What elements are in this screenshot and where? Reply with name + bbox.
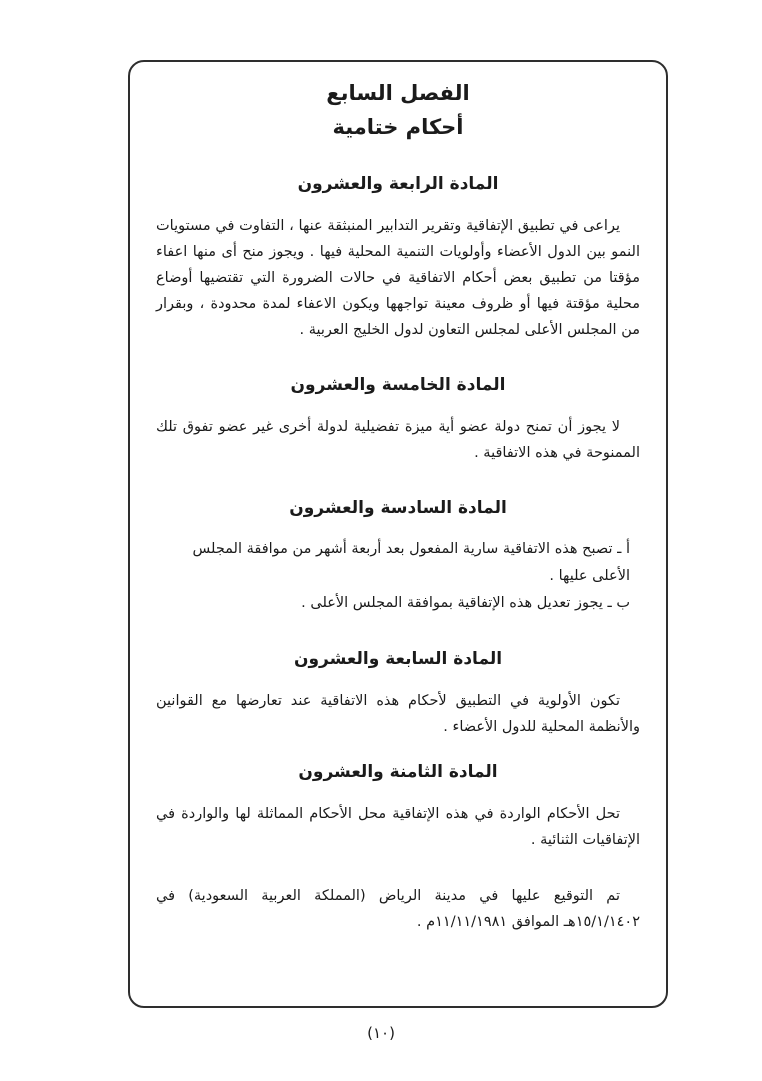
article-25-heading: المادة الخامسة والعشرون — [290, 375, 506, 395]
article-26-item-b: ب ـ يجوز تعديل هذه الإتفاقية بموافقة المجلس الأعلى . — [301, 595, 630, 611]
article-24-body: يراعى في تطبيق الإتفاقية وتقرير التدابير المنبثقة عنها ، التفاوت في مستويات النمو بين الدول الأعضاء وأولويات التنمية المحلية فيها . ويجوز منح أى منها اعفاء مؤقتا من تطبيق بعض أحكام الاتفاقية في حالات الضرورة التي تقتضيها أوضاع محلية مؤقتة فيها أو ظروف معينة تواجهها ويكون الاعفاء لمدة محدودة ، وبقرار من المجلس الأعلى لمجلس التعاون لدول الخليج العربية . — [156, 218, 640, 338]
page-border-frame — [128, 60, 668, 1008]
article-26-heading: المادة السادسة والعشرون — [289, 498, 507, 518]
signature-paragraph: تم التوقيع عليها في مدينة الرياض (المملكة العربية السعودية) في ١٥/١/١٤٠٢هـ الموافق ١١/١١/١٩٨١م . — [156, 888, 640, 930]
page-number: (١٠) — [367, 1024, 395, 1042]
article-26-item-a: أ ـ تصبح هذه الاتفاقية سارية المفعول بعد أربعة أشهر من موافقة المجلس الأعلى عليها . — [192, 541, 630, 584]
article-26-list — [156, 536, 640, 617]
article-27-body: تكون الأولوية في التطبيق لأحكام هذه الاتفاقية عند تعارضها مع القوانين والأنظمة المحلية للدول الأعضاء . — [156, 693, 640, 735]
article-28-heading: المادة الثامنة والعشرون — [298, 762, 498, 782]
article-24-heading: المادة الرابعة والعشرون — [297, 174, 499, 194]
article-27-heading: المادة السابعة والعشرون — [293, 649, 503, 669]
chapter-title-line2: أحكام ختامية — [332, 115, 464, 139]
article-28-body: تحل الأحكام الواردة في هذه الإتفاقية محل الأحكام المماثلة لها والواردة في الإتفاقيات الثنائية . — [156, 806, 640, 848]
chapter-title-line1: الفصل السابع — [326, 81, 470, 105]
article-25-body: لا يجوز أن تمنح دولة عضو أية ميزة تفضيلية لدولة أخرى غير عضو تفوق تلك الممنوحة في هذه الاتفاقية . — [156, 419, 640, 461]
